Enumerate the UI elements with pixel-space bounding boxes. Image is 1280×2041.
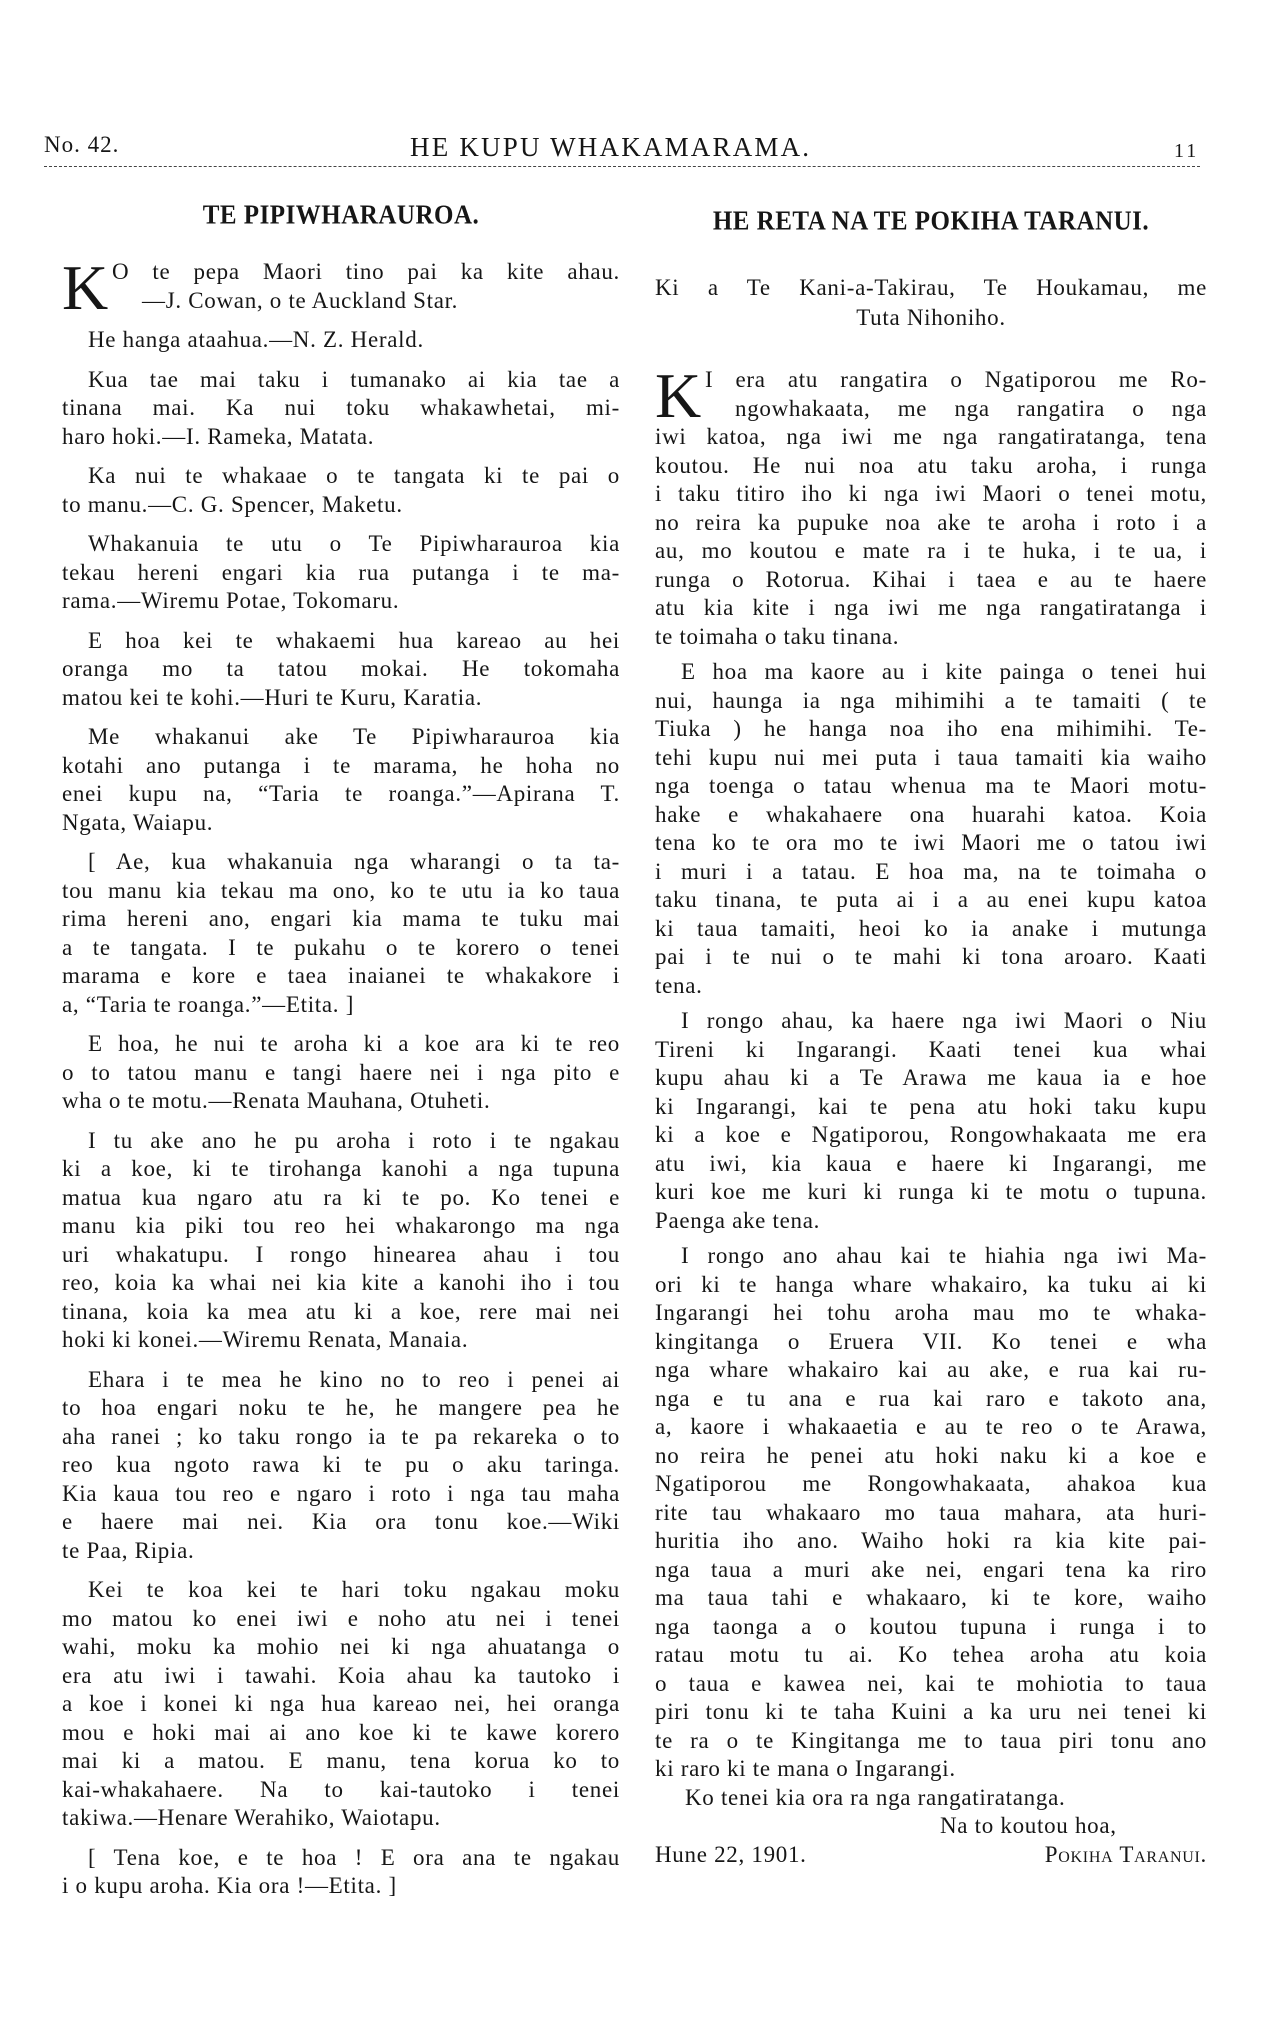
text-line: kingitanga o Eruera VII. Ko tenei e wha [655,1328,1207,1354]
paragraph [62,366,620,452]
text-line: atu iwi, kia kaua e haere ki Ingarangi, me [655,1150,1207,1176]
text-line: [ Ae, kua whakanuia nga wharangi o ta ta- [88,849,620,874]
text-line: hoki ki konei.—Wiremu Renata, Manaia. [62,1327,469,1352]
paragraph [62,848,620,1019]
paragraph [62,1576,620,1833]
letter-salutation [655,273,1207,333]
text-line: oranga mo ta tatou mokai. He tokomaha [62,656,620,681]
paragraph [655,360,1207,651]
text-line: uri whakatupu. I rongo hinearea ahau i tou [62,1241,620,1267]
text-line: i muri i a tatau. E hoa ma, na te toimaha o [655,858,1207,884]
text-line: kotahi ano putanga i te marama, he hoha no [62,752,620,778]
text-line: tehi kupu nui mei puta i taua tamaiti kia waiho [655,744,1207,770]
text-line: te ra o te Kingitanga me to taua piri tonu ano [655,1727,1207,1753]
text-line: te toimaha o taku tinana. [655,623,900,649]
text-line: a, “Taria te roanga.”—Etita. ] [62,991,355,1017]
text-line: ki raro ki te mana o Ingarangi. [655,1756,956,1781]
text-line: era atu iwi i tawahi. Koia ahau ka tautoko i [62,1662,620,1688]
text-line: matua kua ngaro atu ra ki te po. Ko tenei e [62,1184,620,1210]
text-line: no reira he penei atu hoki naku ki a koe e [655,1442,1207,1468]
text-line: nga whare whakairo kai au ake, e rua kai ru- [655,1357,1207,1382]
paragraph [62,530,620,616]
text-line: Kia kaua tou reo e ngaro i roto i nga tau maha [62,1480,620,1506]
sign-off: Na to koutou hoa, [940,1813,1117,1838]
text-line: aha ranei ; ko taku rongo ia te pa rekareka o to [62,1423,620,1449]
text-line: te Paa, Ripia. [62,1537,195,1563]
drop-cap: K [62,252,109,323]
text-line: mo matou ko enei iwi e noho atu nei i tenei [62,1605,620,1631]
text-line: hake e whakahaere ona huarahi katoa. Koia [655,801,1207,827]
text-line: au, mo koutou e mate ra i te huka, i te ua, i [655,538,1207,563]
text-line: i o kupu aroha. Kia ora !—Etita. ] [62,1873,397,1898]
text-line: a te tangata. I te pukahu o te korero o tenei [62,934,620,960]
letter-closing [655,1784,1207,1870]
left-column [62,252,620,1901]
text-line: ki a koe e Ngatiporou, Rongowhakaata me era [655,1122,1207,1147]
text-line: ma taua tahi e whakaaro, ki te kore, waiho [655,1585,1207,1610]
page-number: 11 [1174,140,1200,162]
text-line: kuri koe me kuri ki runga ki te motu o tupuna. [655,1179,1207,1204]
salutation-line: Tuta Nihoniho. [856,305,1006,330]
paragraph [62,627,620,713]
text-line: He hanga ataahua.—N. Z. Herald. [88,327,424,352]
text-line: tou manu kia tekau ma ono, ko te utu ia ko taua [62,877,620,903]
text-line: wha o te motu.—Renata Mauhana, Otuheti. [62,1088,491,1113]
text-line: mai ki a matou. E manu, tena korua ko to [62,1748,620,1773]
paragraph [62,1844,620,1901]
text-line: takiwa.—Henare Werahiko, Waiotapu. [62,1805,441,1830]
text-line: [ Tena koe, e te hoa ! E ora ana te ngakau [88,1844,620,1870]
text-line: marama e kore e taea inaianei te whakakore i [62,963,620,988]
text-line: ki Ingarangi, kai te pena atu hoki taku kupu [655,1093,1207,1119]
text-line: mou e hoki mai ai ano koe ki te kawe korero [62,1719,620,1745]
letter-date: Hune 22, 1901. [655,1841,807,1867]
text-line: taku tinana, te puta ai i a au enei kupu katoa [655,887,1207,912]
text-line: Paenga ake tena. [655,1207,821,1233]
text-line: pai i te nui o te mahi ki tona aroaro. Kaati [655,944,1207,969]
text-line: tinana mai. Ka nui toku whakawhetai, mi- [62,395,620,420]
text-line: ngowhakaata, me nga rangatira o nga [735,395,1207,421]
salutation-line: Ki a Te Kani-a-Takirau, Te Houkamau, me [655,275,1207,300]
text-line: enei kupu na, “Taria te roanga.”—Apirana T. [62,781,620,806]
text-line: koutou. He nui noa atu taku aroha, i runga [655,452,1207,478]
paragraph [62,723,620,837]
signature: Pokiha Taranui. [1044,1841,1207,1867]
text-line: no reira ka pupuke noa ake te aroha i roto i a [655,509,1207,535]
text-line: ori ki te hanga whare whakairo, ka tuku ai ki [655,1271,1207,1297]
header-rule [44,166,1200,167]
text-line: piri tonu ki te taha Kuini a ka uru nei tenei ki [655,1699,1207,1724]
text-line: ki a koe, ki te tirohanga kanohi a nga tupuna [62,1156,620,1181]
right-article-heading: HE RETA NA TE POKIHA TARANUI. [712,206,1150,237]
text-line: Tiuka ) he hanga noa iho ena mihimihi. Te- [655,716,1207,741]
text-line: nui, haunga ia nga mihimihi a te tamaiti ( te [655,687,1207,713]
text-line: I era atu rangatira o Ngatiporou me Ro- [705,367,1207,392]
text-line: O te pepa Maori tino pai ka kite ahau. [112,259,620,284]
paragraph [655,1242,1207,1784]
drop-cap: K [655,360,702,431]
paragraph [62,252,620,323]
text-line: Ehara i te mea he kino no to reo i penei ai [88,1366,620,1392]
paragraph [655,658,1207,1000]
text-line: nga taua a muri ake nei, engari tena ka riro [655,1556,1207,1582]
text-line: Kei te koa kei te hari toku ngakau moku [88,1577,620,1602]
text-line: ratau motu tu ai. Ko tehea aroha atu koia [655,1642,1207,1667]
text-line: to hoa engari noku te he, he mangere pea he [62,1395,620,1420]
text-line: i taku titiro iho ki nga iwi Maori o tenei motu, [655,481,1207,506]
text-line: to manu.—C. G. Spencer, Maketu. [62,491,403,517]
text-line: I rongo ano ahau kai te hiahia nga iwi Ma- [681,1243,1207,1268]
text-line: E hoa, he nui te aroha ki a koe ara ki te reo [88,1031,620,1056]
text-line: atu kia kite i nga iwi me nga rangatiratanga i [655,595,1207,620]
text-line: E hoa ma kaore au i kite painga o tenei hui [681,659,1207,684]
text-line: iwi katoa, nga iwi me nga rangatiratanga, tena [655,424,1207,449]
text-line: matou kei te kohi.—Huri te Kuru, Karatia. [62,684,483,710]
paragraph [62,1127,620,1355]
paragraph [62,1366,620,1566]
text-line: o taua e kawea nei, kai te mohiotia to taua [655,1670,1207,1696]
text-line: rima hereni ano, engari kia mama te tuku mai [62,906,620,931]
text-line: Tireni ki Ingarangi. Kaati tenei kua whai [655,1036,1207,1062]
text-line: reo, koia ka whai nei kia kite a kanohi iho i tou [62,1270,620,1295]
text-line: e haere mai nei. Kia ora tonu koe.—Wiki [62,1509,620,1534]
text-line: Ngatiporou me Rongowhakaata, ahakoa kua [655,1471,1207,1496]
text-line: tekau hereni engari kia rua putanga i te ma- [62,559,620,585]
text-line: Me whakanui ake Te Pipiwharauroa kia [88,724,620,749]
text-line: Ka nui te whakaae o te tangata ki te pai o [88,463,620,488]
text-line: a, kaore i whakaaetia e au te reo o te Arawa, [655,1414,1207,1439]
text-line: a koe i konei ki nga hua kareao nei, hei oranga [62,1691,620,1716]
paragraph [62,326,620,355]
text-line: nga e tu ana e rua kai raro e takoto ana, [655,1385,1207,1411]
right-column [655,360,1207,1869]
paragraph [62,1030,620,1116]
text-line: E hoa kei te whakaemi hua kareao au hei [88,627,620,653]
text-line: haro hoki.—I. Rameka, Matata. [62,423,375,449]
text-line: Ngata, Waiapu. [62,809,214,835]
text-line: tinana, koia ka mea atu ki a koe, rere mai nei [62,1298,620,1324]
text-line: —J. Cowan, o te Auckland Star. [142,287,459,313]
text-line: nga toenga o tatau whenua ma te Maori motu- [655,773,1207,798]
text-line: reo kua ngoto rawa ki te pu o aku taringa. [62,1452,620,1477]
text-line: manu kia piki tou reo hei whakarongo ma nga [62,1213,620,1238]
text-line: ki taua tamaiti, heoi ko ia anake i mutunga [655,915,1207,941]
text-line: rama.—Wiremu Potae, Tokomaru. [62,588,400,613]
text-line: huritia iho ano. Waiho hoki ra kia kite pai- [655,1528,1207,1553]
text-line: tena. [655,972,703,998]
publication-title: HE KUPU WHAKAMARAMA. [410,132,812,162]
text-line: nga taonga a o koutou tupuna i runga i to [655,1613,1207,1639]
text-line: kai-whakahaere. Na to kai-tautoko i tenei [62,1776,620,1802]
text-line: runga o Rotorua. Kihai i taea e au te haere [655,566,1207,592]
text-line: Whakanuia te utu o Te Pipiwharauroa kia [88,531,620,556]
text-line: wahi, moku ka mohio nei ki nga ahuatanga o [62,1634,620,1659]
left-article-heading: TE PIPIWHARAUROA. [202,200,480,231]
text-line: I rongo ahau, ka haere nga iwi Maori o Niu [681,1008,1207,1033]
text-line: kupu ahau ki a Te Arawa me kaua ia e hoe [655,1065,1207,1090]
date-signature-row [655,1841,1207,1870]
issue-number: No. 42. [44,132,120,157]
text-line: tena ko te ora mo te iwi Maori me o tatou iwi [655,830,1207,855]
text-line: Kua tae mai taku i tumanako ai kia tae a [88,366,620,392]
text-line: o to tatou manu e tangi haere nei i nga pito e [62,1059,620,1085]
text-line: rite tau whakaaro mo taua mahara, ata huri- [655,1499,1207,1525]
farewell-line: Ko tenei kia ora ra nga rangatiratanga. [685,1784,1066,1810]
text-line: I tu ake ano he pu aroha i roto i te ngakau [88,1127,620,1153]
text-line: Ingarangi hei tohu aroha mau mo te whaka- [655,1300,1207,1325]
paragraph [655,1007,1207,1235]
paragraph [62,462,620,519]
